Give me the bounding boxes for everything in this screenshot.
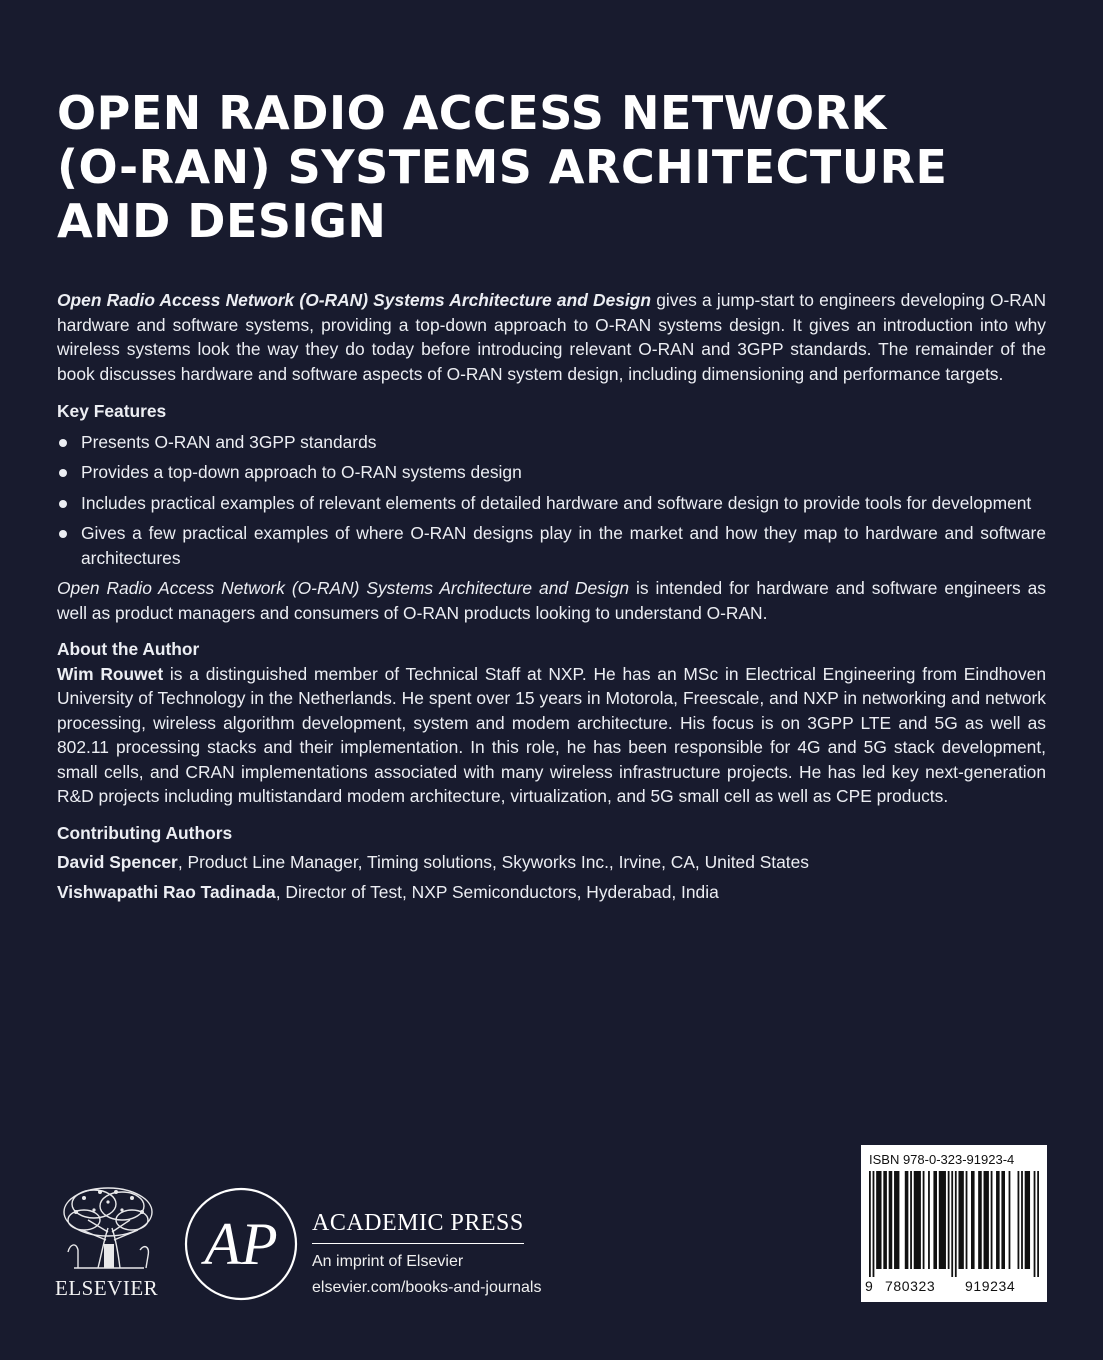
barcode-bar — [948, 1171, 950, 1269]
contributor-role: , Product Line Manager, Timing solutions, Skyworks Inc., Irvine, CA, United States — [177, 852, 810, 872]
academic-press-logo — [183, 1186, 299, 1302]
author-name: Wim Rouwet — [57, 663, 164, 684]
bullet-icon — [59, 500, 67, 508]
contributor-line — [57, 880, 1046, 905]
feature-text: Includes practical examples of relevant elements of detailed hardware and software design to provide tools for development — [81, 492, 1032, 513]
barcode-bar — [1025, 1171, 1030, 1269]
barcode-bar — [876, 1171, 881, 1269]
contributor-line — [57, 850, 1046, 875]
intro-book-title: Open Radio Access Network (O-RAN) Systems Architecture and Design — [57, 290, 652, 310]
elsevier-wordmark: ELSEVIER — [55, 1276, 159, 1300]
barcode-bar — [958, 1171, 963, 1269]
isbn-barcode — [861, 1145, 1047, 1302]
contributor-name: Vishwapathi Rao Tadinada — [57, 881, 276, 902]
barcode-bar — [978, 1171, 982, 1269]
feature-text: Gives a few practical examples of where O-RAN designs play in the market and how they map to hardware and software architectures — [81, 523, 1046, 568]
barcode-bar — [873, 1171, 875, 1277]
book-title — [57, 86, 1047, 248]
back-cover-text — [57, 288, 1046, 904]
title-line-3: AND DESIGN — [57, 194, 387, 248]
key-features-heading: Key Features — [57, 401, 167, 421]
author-bio — [57, 662, 1046, 809]
barcode-bar — [971, 1171, 975, 1269]
barcode-bar — [869, 1171, 871, 1277]
barcode-bar — [1034, 1171, 1036, 1277]
contributor-role: , Director of Test, NXP Semiconductors, Hyderabad, India — [275, 881, 719, 902]
barcode-bars — [869, 1171, 1039, 1277]
feature-item — [57, 491, 1046, 516]
key-features-list — [57, 430, 1046, 571]
ap-monogram: AP — [204, 1211, 278, 1277]
title-line-2: (O-RAN) SYSTEMS ARCHITECTURE — [57, 140, 948, 194]
audience-paragraph — [57, 576, 1046, 625]
barcode-bar — [928, 1171, 930, 1269]
barcode-bar — [905, 1171, 909, 1269]
intro-text: gives a jump-start to engineers developing O-RAN hardware and software systems, providing a top-down approach to O-RAN systems design. It gives an introduction into why wireless systems look the way they do today before introducing relevant O-RAN and 3GPP standards. The remainder of the book discusses hardware and software aspects of O-RAN system design, including dimensioning and performance targets. — [57, 290, 1046, 384]
barcode-bar — [914, 1171, 921, 1269]
barcode-bar — [1021, 1171, 1023, 1269]
contributor-name: David Spencer — [57, 852, 178, 872]
barcode-bar — [923, 1171, 925, 1269]
publisher-url: elsevier.com/books-and-journals — [312, 1279, 542, 1296]
feature-item — [57, 430, 1046, 455]
barcode-bar — [951, 1171, 953, 1277]
barcode-bar — [883, 1171, 887, 1269]
bullet-icon — [59, 439, 67, 447]
barcode-digits-right: 919234 — [965, 1278, 1016, 1294]
barcode-bar — [996, 1171, 1000, 1269]
barcode-bar — [1009, 1171, 1011, 1269]
feature-item — [57, 460, 1046, 485]
barcode-bar — [939, 1171, 946, 1269]
barcode-bar — [984, 1171, 989, 1269]
barcode-bar — [933, 1171, 937, 1269]
barcode-bar — [955, 1171, 957, 1277]
barcode-bar — [1018, 1171, 1020, 1269]
intro-paragraph — [57, 288, 1046, 386]
barcode-bar — [889, 1171, 893, 1269]
isbn-label: ISBN 978-0-323-91923-4 — [869, 1152, 1015, 1167]
author-bio-text: is a distinguished member of Technical Staff at NXP. He has an MSc in Electrical Engineering from Eindhoven University of Technology in the Netherlands. He spent over 15 years in Motorola, Freescale, and NXP in networking and network processing, wireless algorithm development, system and modem architecture. His focus is on 3GPP LTE and 5G as well as 802.11 processing stacks and their implementation. In this role, he has been responsible for 4G and 5G stack development, small cells, and CRAN implementations associated with many wireless infrastructure projects. He has led key next-generation R&D projects including multistandard modem architecture, virtualization, and 5G small cell as well as CPE products. — [57, 663, 1046, 806]
feature-text: Presents O-RAN and 3GPP standards — [81, 431, 377, 452]
audience-book-title: Open Radio Access Network (O-RAN) Systems Architecture and Design — [57, 578, 630, 598]
contributing-authors-heading: Contributing Authors — [57, 822, 233, 843]
audience-text: is intended for hardware and software engineers as well as product managers and consumers of O-RAN products looking to understand O-RAN. — [57, 578, 1046, 623]
barcode-bar — [991, 1171, 993, 1269]
barcode-bar — [966, 1171, 968, 1269]
barcode-digits — [861, 1278, 1047, 1298]
barcode-bar — [910, 1171, 912, 1269]
bullet-icon — [59, 469, 67, 477]
about-author-heading: About the Author — [57, 639, 200, 659]
barcode-bar — [894, 1171, 899, 1269]
publisher-name: ACADEMIC PRESS — [312, 1210, 524, 1244]
title-line-1: OPEN RADIO ACCESS NETWORK — [57, 86, 887, 140]
barcode-digits-left: 780323 — [885, 1278, 936, 1294]
bullet-icon — [59, 530, 67, 538]
barcode-bar — [1001, 1171, 1005, 1269]
barcode-digit-first: 9 — [865, 1278, 874, 1294]
publisher-imprint: An imprint of Elsevier — [312, 1253, 464, 1270]
barcode-bar — [1037, 1171, 1039, 1277]
feature-text: Provides a top-down approach to O-RAN systems design — [81, 462, 522, 482]
feature-item — [57, 521, 1046, 570]
